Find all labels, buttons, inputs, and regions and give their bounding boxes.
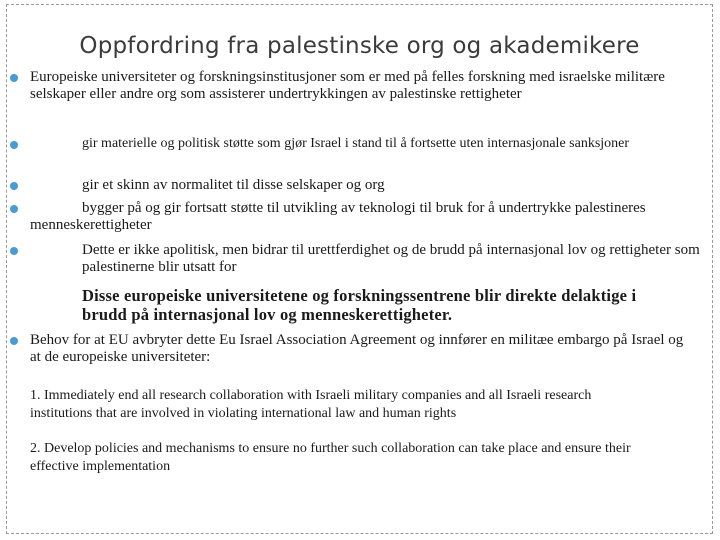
bullet-item-4: bygger på og gir fortsatt støtte til utvikling av teknologi til bruk for å undertrykke palestineres menneskerettigheter	[30, 200, 646, 233]
demand-1: 1. Immediately end all research collaboration with Israeli military companies and all Israeli research institutions that are involved in violating international law and human rights	[30, 388, 592, 421]
bullet-item-5: Dette er ikke apolitisk, men bidrar til urettferdighet og de brudd på internasjonal lov og rettigheter som palestinerne blir utsatt for	[82, 242, 700, 275]
bullet-icon	[9, 181, 19, 191]
emphasis-statement: Disse europeiske universitetene og forskningssentrene blir direkte delaktige i brudd på internasjonal lov og menneskerettigheter.	[82, 286, 637, 324]
bullet-icon	[9, 73, 19, 83]
bullet-icon	[9, 140, 19, 150]
bullet-item-3: gir et skinn av normalitet til disse selskaper og org	[82, 177, 385, 193]
demand-2: 2. Develop policies and mechanisms to ensure no further such collaboration can take place and ensure their effective implementation	[30, 441, 631, 474]
slide-title: Oppfordring fra palestinske org og akademikere	[79, 33, 640, 59]
bullet-item-2: gir materielle og politisk støtte som gjør Israel i stand til å fortsette uten internasjonale sanksjoner	[82, 136, 630, 151]
bullet-item-6: Behov for at EU avbryter dette Eu Israel Association Agreement og innfører en militæe embargo på Israel og at de europeiske universiteter:	[30, 332, 684, 365]
bullet-icon	[9, 336, 19, 346]
slide	[6, 4, 713, 534]
bullet-icon	[9, 204, 19, 214]
bullet-item-1: Europeiske universiteter og forskningsinstitusjoner som er med på felles forskning med israelske militære selskaper eller andre org som assisterer undertrykkingen av palestinske rettigheter	[30, 69, 665, 102]
bullet-icon	[9, 246, 19, 256]
